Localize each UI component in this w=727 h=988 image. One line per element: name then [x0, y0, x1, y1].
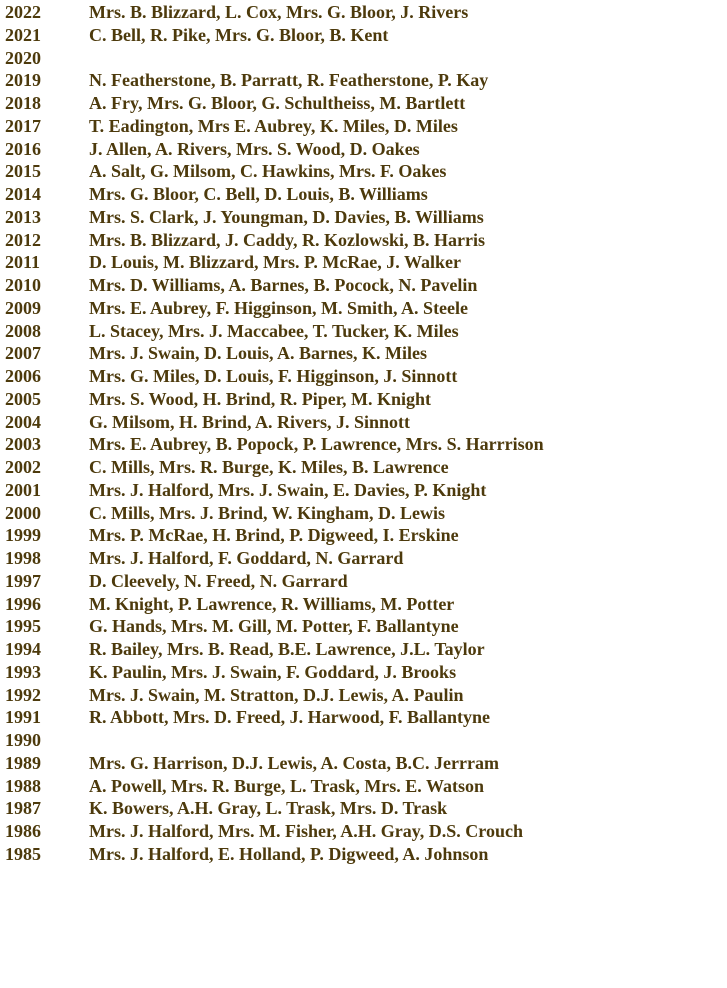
year-cell: 2001	[5, 479, 41, 500]
winners-names-cell: D. Cleevely, N. Freed, N. Garrard	[89, 570, 348, 591]
year-cell: 1994	[5, 639, 41, 659]
year-cell: 2008	[5, 320, 41, 341]
table-row	[5, 593, 544, 616]
table-row	[5, 365, 544, 388]
table-row	[5, 456, 544, 479]
table-row	[5, 342, 544, 365]
year-cell: 2019	[5, 70, 41, 91]
year-cell: 2004	[5, 411, 41, 432]
year-cell: 2005	[5, 388, 41, 409]
table-row	[5, 138, 544, 161]
winners-names-cell: Mrs. J. Swain, M. Stratton, D.J. Lewis, A. Paulin	[89, 684, 464, 705]
table-row	[5, 47, 544, 70]
winners-names-cell: Mrs. J. Halford, Mrs. M. Fisher, A.H. Gray, D.S. Crouch	[89, 821, 523, 841]
winners-names-cell: Mrs. E. Aubrey, F. Higginson, M. Smith, A. Steele	[89, 297, 469, 318]
table-row	[5, 502, 544, 525]
year-cell: 1992	[5, 684, 41, 705]
year-cell: 2009	[5, 297, 41, 318]
winners-names-cell: R. Bailey, Mrs. B. Read, B.E. Lawrence, J.L. Taylor	[89, 639, 485, 659]
winners-names-cell: Mrs. S. Clark, J. Youngman, D. Davies, B. Williams	[89, 206, 484, 227]
winners-table	[5, 1, 544, 866]
table-row	[5, 206, 544, 229]
winners-names-cell: K. Bowers, A.H. Gray, L. Trask, Mrs. D. Trask	[89, 798, 448, 819]
year-cell: 2010	[5, 275, 41, 295]
year-cell: 1986	[5, 821, 41, 841]
year-cell: 1997	[5, 570, 41, 591]
year-cell: 2002	[5, 457, 41, 477]
table-row	[5, 547, 544, 570]
year-cell: 1996	[5, 593, 41, 614]
table-row	[5, 479, 544, 502]
winners-names-cell: Mrs. S. Wood, H. Brind, R. Piper, M. Knight	[89, 388, 432, 409]
table-row	[5, 160, 544, 183]
year-cell: 1995	[5, 616, 41, 637]
winners-names-cell: Mrs. G. Harrison, D.J. Lewis, A. Costa, B.C. Jerrram	[89, 752, 499, 773]
winners-names-cell: Mrs. B. Blizzard, J. Caddy, R. Kozlowski, B. Harris	[89, 229, 485, 250]
winners-names-cell: C. Mills, Mrs. R. Burge, K. Miles, B. Lawrence	[89, 457, 449, 477]
table-row	[5, 843, 544, 866]
table-row	[5, 684, 544, 707]
winners-names-cell: A. Powell, Mrs. R. Burge, L. Trask, Mrs. E. Watson	[89, 775, 484, 796]
winners-names-cell: Mrs. J. Halford, E. Holland, P. Digweed, A. Johnson	[89, 843, 489, 864]
winners-names-cell: Mrs. G. Miles, D. Louis, F. Higginson, J. Sinnott	[89, 366, 458, 386]
year-cell: 2020	[5, 47, 41, 68]
table-row	[5, 433, 544, 456]
winners-names-cell: Mrs. J. Halford, F. Goddard, N. Garrard	[89, 548, 404, 568]
year-cell: 2000	[5, 502, 41, 523]
winners-names-cell: D. Louis, M. Blizzard, Mrs. P. McRae, J. Walker	[89, 252, 461, 273]
winners-names-cell: T. Eadington, Mrs E. Aubrey, K. Miles, D. Miles	[89, 115, 458, 136]
year-cell: 2011	[5, 252, 41, 273]
year-cell: 1990	[5, 730, 41, 750]
year-cell: 2017	[5, 115, 41, 136]
winners-names-cell: C. Bell, R. Pike, Mrs. G. Bloor, B. Kent	[89, 24, 389, 45]
year-cell: 2006	[5, 366, 41, 386]
year-cell: 1989	[5, 752, 41, 773]
year-cell: 1998	[5, 548, 41, 568]
table-row	[5, 820, 544, 843]
table-row	[5, 752, 544, 775]
table-row	[5, 729, 544, 752]
winners-names-cell: N. Featherstone, B. Parratt, R. Featherstone, P. Kay	[89, 70, 489, 91]
year-cell: 1987	[5, 798, 41, 819]
winners-names-cell: G. Hands, Mrs. M. Gill, M. Potter, F. Ballantyne	[89, 616, 459, 637]
table-row	[5, 615, 544, 638]
year-cell: 2015	[5, 161, 41, 182]
table-row	[5, 1, 544, 24]
winners-names-cell: Mrs. B. Blizzard, L. Cox, Mrs. G. Bloor, J. Rivers	[89, 2, 469, 22]
table-row	[5, 24, 544, 47]
year-cell: 2013	[5, 206, 41, 227]
table-row	[5, 706, 544, 729]
winners-names-cell: A. Fry, Mrs. G. Bloor, G. Schultheiss, M. Bartlett	[89, 93, 466, 113]
winners-names-cell: Mrs. P. McRae, H. Brind, P. Digweed, I. Erskine	[89, 525, 459, 546]
winners-names-cell: G. Milsom, H. Brind, A. Rivers, J. Sinnott	[89, 411, 411, 432]
winners-names-cell: J. Allen, A. Rivers, Mrs. S. Wood, D. Oakes	[89, 138, 420, 159]
table-row	[5, 274, 544, 297]
winners-names-cell: Mrs. J. Swain, D. Louis, A. Barnes, K. Miles	[89, 343, 428, 364]
year-cell: 2003	[5, 434, 41, 455]
table-row	[5, 638, 544, 661]
table-row	[5, 229, 544, 252]
winners-names-cell: A. Salt, G. Milsom, C. Hawkins, Mrs. F. Oakes	[89, 161, 447, 182]
winners-names-cell: M. Knight, P. Lawrence, R. Williams, M. Potter	[89, 593, 455, 614]
winners-names-cell: Mrs. D. Williams, A. Barnes, B. Pocock, N. Pavelin	[89, 275, 478, 295]
winners-names-cell	[89, 47, 544, 70]
winners-names-cell: Mrs. J. Halford, Mrs. J. Swain, E. Davies, P. Knight	[89, 479, 487, 500]
table-row	[5, 524, 544, 547]
winners-names-cell: Mrs. E. Aubrey, B. Popock, P. Lawrence, Mrs. S. Harrrison	[89, 434, 544, 455]
table-row	[5, 570, 544, 593]
table-row	[5, 297, 544, 320]
table-row	[5, 69, 544, 92]
winners-names-cell: L. Stacey, Mrs. J. Maccabee, T. Tucker, K. Miles	[89, 320, 459, 341]
winners-names-cell	[89, 729, 544, 752]
winners-table-body	[5, 1, 544, 866]
winners-names-cell: K. Paulin, Mrs. J. Swain, F. Goddard, J. Brooks	[89, 661, 457, 682]
table-row	[5, 92, 544, 115]
year-cell: 1985	[5, 843, 41, 864]
year-cell: 2007	[5, 343, 41, 364]
table-row	[5, 661, 544, 684]
year-cell: 1988	[5, 775, 41, 796]
year-cell: 1993	[5, 661, 41, 682]
table-row	[5, 115, 544, 138]
year-cell: 2018	[5, 93, 41, 113]
year-cell: 2016	[5, 138, 41, 159]
winners-names-cell: Mrs. G. Bloor, C. Bell, D. Louis, B. Williams	[89, 184, 428, 204]
table-row	[5, 411, 544, 434]
year-cell: 2021	[5, 24, 41, 45]
winners-names-cell: R. Abbott, Mrs. D. Freed, J. Harwood, F. Ballantyne	[89, 707, 491, 728]
table-row	[5, 183, 544, 206]
year-cell: 2012	[5, 229, 41, 250]
table-row	[5, 797, 544, 820]
winners-names-cell: C. Mills, Mrs. J. Brind, W. Kingham, D. Lewis	[89, 502, 446, 523]
year-cell: 1999	[5, 525, 41, 546]
table-row	[5, 388, 544, 411]
table-row	[5, 251, 544, 274]
year-cell: 2022	[5, 2, 41, 22]
table-row	[5, 775, 544, 798]
year-cell: 2014	[5, 184, 41, 204]
table-row	[5, 320, 544, 343]
year-cell: 1991	[5, 707, 41, 728]
